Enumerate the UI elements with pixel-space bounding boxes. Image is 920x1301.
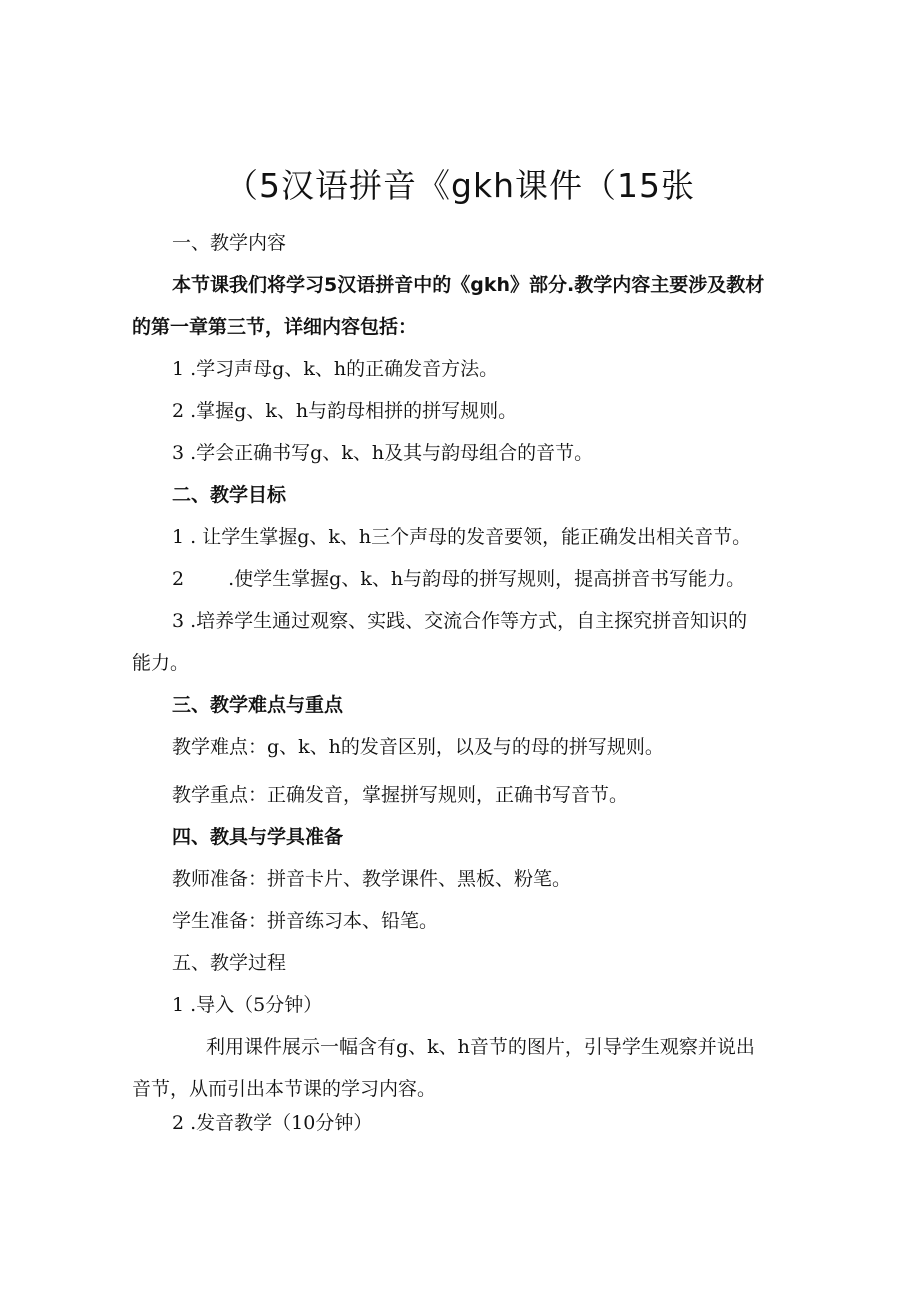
section-heading-process: 五、教学过程 bbox=[172, 952, 287, 974]
objective-item-2: 2 .使学生掌握g、k、h与韵母的拼写规则，提高拼音书写能力。 bbox=[172, 568, 746, 590]
student-materials-line: 学生准备：拼音练习本、铅笔。 bbox=[172, 910, 439, 932]
section-heading-difficulties: 三、教学难点与重点 bbox=[172, 694, 344, 716]
process-step-1: 1 .导入（5分钟） bbox=[172, 994, 323, 1016]
teacher-materials-line: 教师准备：拼音卡片、教学课件、黑板、粉笔。 bbox=[172, 868, 572, 890]
process-step-1-text-line-2: 音节，从而引出本节课的学习内容。 bbox=[132, 1078, 437, 1100]
process-step-1-text-line-1: 利用课件展示一幅含有g、k、h音节的图片，引导学生观察并说出 bbox=[206, 1036, 755, 1058]
section-heading-materials: 四、教具与学具准备 bbox=[172, 826, 344, 848]
document-title: （5汉语拼音《gkh课件（15张 bbox=[225, 166, 695, 205]
section-heading-content: 一、教学内容 bbox=[172, 232, 287, 254]
content-paragraph-line-2: 的第一章第三节，详细内容包括： bbox=[132, 316, 418, 338]
content-item-1: 1 .学习声母g、k、h的正确发音方法。 bbox=[172, 358, 499, 380]
objective-item-3: 3 .培养学生通过观察、实践、交流合作等方式，自主探究拼音知识的 bbox=[172, 610, 748, 632]
key-point-line: 教学重点：正确发音，掌握拼写规则，正确书写音节。 bbox=[172, 784, 629, 806]
objective-item-3-continued: 能力。 bbox=[132, 652, 190, 674]
content-paragraph-line-1: 本节课我们将学习5汉语拼音中的《gkh》部分.教学内容主要涉及教材 bbox=[172, 274, 765, 296]
objective-item-1: 1 . 让学生掌握g、k、h三个声母的发音要领，能正确发出相关音节。 bbox=[172, 526, 752, 548]
difficulty-line: 教学难点：g、k、h的发音区别，以及与的母的拼写规则。 bbox=[172, 736, 664, 758]
section-heading-objectives: 二、教学目标 bbox=[172, 484, 287, 506]
content-item-2: 2 .掌握g、k、h与韵母相拼的拼写规则。 bbox=[172, 400, 518, 422]
process-step-2: 2 .发音教学（10分钟） bbox=[172, 1112, 373, 1134]
content-item-3: 3 .学会正确书写g、k、h及其与韵母组合的音节。 bbox=[172, 442, 594, 464]
